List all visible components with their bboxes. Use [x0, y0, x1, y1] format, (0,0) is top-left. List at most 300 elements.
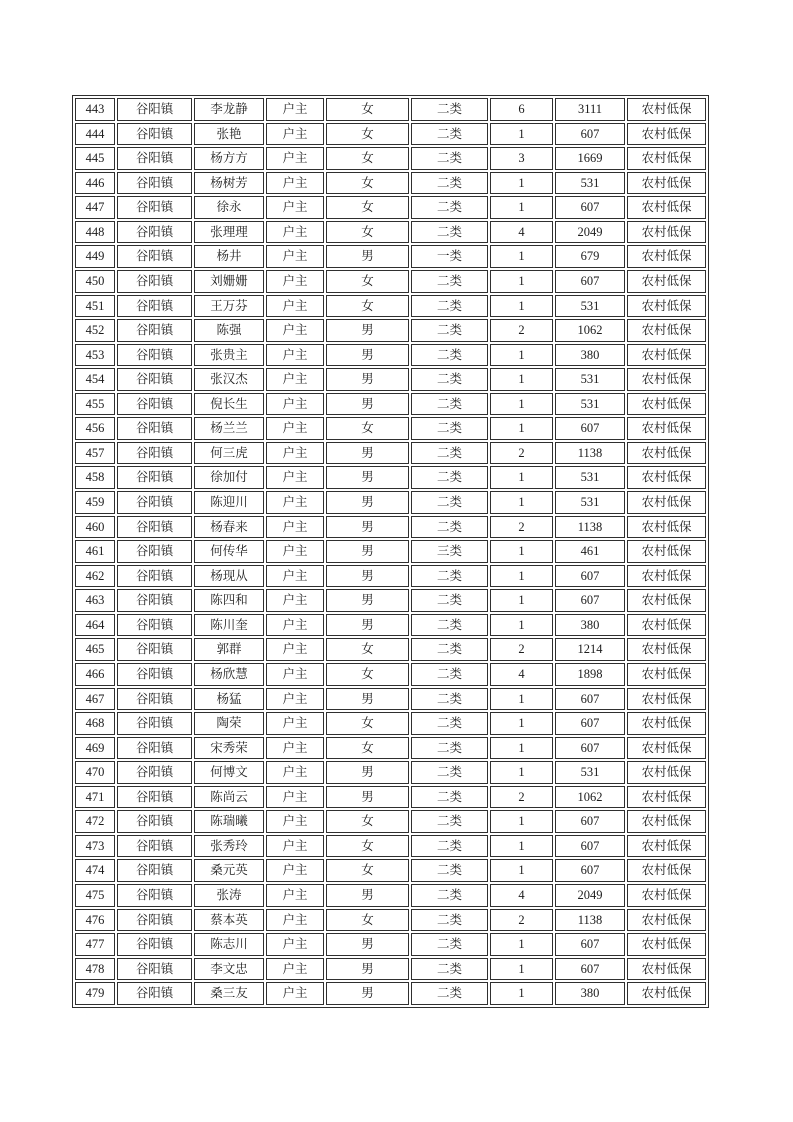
- cell-subsidy-type: 农村低保: [627, 172, 706, 195]
- cell-name: 刘姗姗: [194, 270, 264, 293]
- cell-category: 二类: [411, 565, 488, 588]
- cell-seq: 445: [75, 147, 115, 170]
- cell-relation: 户主: [266, 295, 324, 318]
- cell-town: 谷阳镇: [117, 638, 192, 661]
- cell-seq: 454: [75, 368, 115, 391]
- cell-amount: 607: [555, 835, 625, 858]
- table-row: [75, 123, 706, 146]
- cell-town: 谷阳镇: [117, 466, 192, 489]
- cell-relation: 户主: [266, 196, 324, 219]
- cell-amount: 1669: [555, 147, 625, 170]
- table-row: [75, 958, 706, 981]
- cell-amount: 607: [555, 958, 625, 981]
- cell-amount: 380: [555, 614, 625, 637]
- cell-amount: 531: [555, 295, 625, 318]
- table-row: [75, 712, 706, 735]
- cell-count: 1: [490, 933, 553, 956]
- cell-count: 1: [490, 565, 553, 588]
- table-row: [75, 933, 706, 956]
- cell-amount: 1214: [555, 638, 625, 661]
- table-row: [75, 663, 706, 686]
- cell-category: 二类: [411, 958, 488, 981]
- cell-name: 何传华: [194, 540, 264, 563]
- cell-relation: 户主: [266, 712, 324, 735]
- cell-seq: 444: [75, 123, 115, 146]
- welfare-recipients-table: [72, 95, 709, 1008]
- cell-category: 一类: [411, 245, 488, 268]
- cell-amount: 607: [555, 933, 625, 956]
- cell-subsidy-type: 农村低保: [627, 859, 706, 882]
- cell-town: 谷阳镇: [117, 835, 192, 858]
- cell-seq: 446: [75, 172, 115, 195]
- cell-town: 谷阳镇: [117, 221, 192, 244]
- cell-name: 倪长生: [194, 393, 264, 416]
- cell-amount: 380: [555, 982, 625, 1005]
- table-row: [75, 466, 706, 489]
- table-row: [75, 393, 706, 416]
- table-row: [75, 638, 706, 661]
- cell-category: 二类: [411, 638, 488, 661]
- cell-amount: 607: [555, 688, 625, 711]
- cell-relation: 户主: [266, 442, 324, 465]
- cell-amount: 1062: [555, 786, 625, 809]
- cell-subsidy-type: 农村低保: [627, 909, 706, 932]
- cell-subsidy-type: 农村低保: [627, 614, 706, 637]
- cell-category: 二类: [411, 344, 488, 367]
- cell-name: 杨兰兰: [194, 417, 264, 440]
- cell-count: 1: [490, 614, 553, 637]
- cell-category: 二类: [411, 835, 488, 858]
- cell-name: 陈志川: [194, 933, 264, 956]
- cell-amount: 607: [555, 712, 625, 735]
- cell-count: 1: [490, 172, 553, 195]
- cell-name: 李龙静: [194, 98, 264, 121]
- cell-gender: 女: [326, 638, 409, 661]
- cell-seq: 467: [75, 688, 115, 711]
- cell-name: 杨春来: [194, 516, 264, 539]
- cell-name: 郭群: [194, 638, 264, 661]
- cell-name: 陈强: [194, 319, 264, 342]
- table-row: [75, 245, 706, 268]
- cell-gender: 男: [326, 761, 409, 784]
- cell-amount: 607: [555, 589, 625, 612]
- cell-category: 二类: [411, 589, 488, 612]
- cell-category: 二类: [411, 172, 488, 195]
- table-row: [75, 368, 706, 391]
- cell-seq: 462: [75, 565, 115, 588]
- cell-name: 桑三友: [194, 982, 264, 1005]
- cell-relation: 户主: [266, 638, 324, 661]
- cell-category: 二类: [411, 982, 488, 1005]
- table-row: [75, 417, 706, 440]
- cell-name: 张涛: [194, 884, 264, 907]
- cell-gender: 男: [326, 982, 409, 1005]
- cell-category: 二类: [411, 147, 488, 170]
- table-row: [75, 344, 706, 367]
- cell-count: 1: [490, 859, 553, 882]
- cell-subsidy-type: 农村低保: [627, 761, 706, 784]
- cell-name: 陈川奎: [194, 614, 264, 637]
- cell-category: 二类: [411, 737, 488, 760]
- cell-count: 1: [490, 737, 553, 760]
- cell-seq: 463: [75, 589, 115, 612]
- table-row: [75, 786, 706, 809]
- cell-seq: 450: [75, 270, 115, 293]
- cell-amount: 2049: [555, 884, 625, 907]
- cell-subsidy-type: 农村低保: [627, 319, 706, 342]
- cell-amount: 607: [555, 417, 625, 440]
- cell-relation: 户主: [266, 147, 324, 170]
- cell-relation: 户主: [266, 884, 324, 907]
- cell-amount: 1138: [555, 516, 625, 539]
- cell-subsidy-type: 农村低保: [627, 712, 706, 735]
- cell-seq: 453: [75, 344, 115, 367]
- cell-gender: 男: [326, 491, 409, 514]
- cell-gender: 女: [326, 123, 409, 146]
- cell-name: 张汉杰: [194, 368, 264, 391]
- cell-category: 二类: [411, 688, 488, 711]
- cell-gender: 男: [326, 786, 409, 809]
- cell-seq: 464: [75, 614, 115, 637]
- cell-name: 杨现从: [194, 565, 264, 588]
- cell-category: 二类: [411, 417, 488, 440]
- cell-relation: 户主: [266, 491, 324, 514]
- cell-category: 二类: [411, 98, 488, 121]
- cell-seq: 474: [75, 859, 115, 882]
- cell-relation: 户主: [266, 172, 324, 195]
- cell-seq: 461: [75, 540, 115, 563]
- cell-category: 二类: [411, 859, 488, 882]
- table-row: [75, 442, 706, 465]
- table-row: [75, 491, 706, 514]
- cell-town: 谷阳镇: [117, 516, 192, 539]
- cell-gender: 男: [326, 884, 409, 907]
- cell-town: 谷阳镇: [117, 859, 192, 882]
- cell-gender: 女: [326, 196, 409, 219]
- table-row: [75, 761, 706, 784]
- cell-count: 1: [490, 958, 553, 981]
- cell-subsidy-type: 农村低保: [627, 540, 706, 563]
- cell-count: 1: [490, 344, 553, 367]
- cell-count: 1: [490, 688, 553, 711]
- table-row: [75, 196, 706, 219]
- cell-name: 王万芬: [194, 295, 264, 318]
- cell-category: 二类: [411, 761, 488, 784]
- cell-subsidy-type: 农村低保: [627, 270, 706, 293]
- cell-town: 谷阳镇: [117, 663, 192, 686]
- cell-town: 谷阳镇: [117, 614, 192, 637]
- cell-subsidy-type: 农村低保: [627, 589, 706, 612]
- table-row: [75, 884, 706, 907]
- cell-gender: 女: [326, 98, 409, 121]
- cell-seq: 457: [75, 442, 115, 465]
- cell-name: 徐加付: [194, 466, 264, 489]
- cell-town: 谷阳镇: [117, 295, 192, 318]
- cell-name: 张贵主: [194, 344, 264, 367]
- cell-count: 1: [490, 368, 553, 391]
- cell-subsidy-type: 农村低保: [627, 958, 706, 981]
- cell-count: 1: [490, 810, 553, 833]
- table-row: [75, 909, 706, 932]
- cell-amount: 531: [555, 172, 625, 195]
- table-row: [75, 295, 706, 318]
- cell-relation: 户主: [266, 688, 324, 711]
- cell-amount: 531: [555, 466, 625, 489]
- cell-gender: 女: [326, 270, 409, 293]
- cell-category: 二类: [411, 909, 488, 932]
- cell-gender: 男: [326, 245, 409, 268]
- cell-count: 1: [490, 589, 553, 612]
- cell-town: 谷阳镇: [117, 319, 192, 342]
- cell-relation: 户主: [266, 270, 324, 293]
- cell-seq: 447: [75, 196, 115, 219]
- cell-seq: 465: [75, 638, 115, 661]
- cell-subsidy-type: 农村低保: [627, 344, 706, 367]
- cell-name: 陈四和: [194, 589, 264, 612]
- cell-amount: 607: [555, 196, 625, 219]
- cell-subsidy-type: 农村低保: [627, 516, 706, 539]
- cell-amount: 607: [555, 810, 625, 833]
- cell-seq: 477: [75, 933, 115, 956]
- cell-subsidy-type: 农村低保: [627, 123, 706, 146]
- cell-relation: 户主: [266, 982, 324, 1005]
- cell-name: 宋秀荣: [194, 737, 264, 760]
- table-row: [75, 859, 706, 882]
- cell-subsidy-type: 农村低保: [627, 393, 706, 416]
- cell-count: 1: [490, 835, 553, 858]
- cell-town: 谷阳镇: [117, 270, 192, 293]
- cell-seq: 469: [75, 737, 115, 760]
- cell-subsidy-type: 农村低保: [627, 663, 706, 686]
- cell-name: 陈迎川: [194, 491, 264, 514]
- cell-count: 1: [490, 982, 553, 1005]
- cell-seq: 468: [75, 712, 115, 735]
- cell-gender: 女: [326, 859, 409, 882]
- cell-subsidy-type: 农村低保: [627, 466, 706, 489]
- table-row: [75, 221, 706, 244]
- cell-count: 2: [490, 638, 553, 661]
- cell-seq: 471: [75, 786, 115, 809]
- cell-seq: 470: [75, 761, 115, 784]
- cell-subsidy-type: 农村低保: [627, 417, 706, 440]
- cell-name: 何博文: [194, 761, 264, 784]
- cell-gender: 女: [326, 835, 409, 858]
- cell-amount: 607: [555, 565, 625, 588]
- cell-category: 二类: [411, 368, 488, 391]
- cell-gender: 男: [326, 589, 409, 612]
- cell-count: 4: [490, 884, 553, 907]
- cell-relation: 户主: [266, 810, 324, 833]
- cell-subsidy-type: 农村低保: [627, 565, 706, 588]
- cell-gender: 男: [326, 466, 409, 489]
- cell-category: 二类: [411, 123, 488, 146]
- table-row: [75, 737, 706, 760]
- cell-gender: 女: [326, 712, 409, 735]
- cell-count: 1: [490, 123, 553, 146]
- cell-subsidy-type: 农村低保: [627, 737, 706, 760]
- cell-subsidy-type: 农村低保: [627, 245, 706, 268]
- cell-subsidy-type: 农村低保: [627, 98, 706, 121]
- cell-relation: 户主: [266, 614, 324, 637]
- table-row: [75, 98, 706, 121]
- cell-relation: 户主: [266, 393, 324, 416]
- cell-seq: 460: [75, 516, 115, 539]
- cell-category: 二类: [411, 712, 488, 735]
- table-body: [75, 98, 706, 1005]
- cell-subsidy-type: 农村低保: [627, 933, 706, 956]
- cell-town: 谷阳镇: [117, 712, 192, 735]
- cell-town: 谷阳镇: [117, 884, 192, 907]
- cell-amount: 531: [555, 368, 625, 391]
- cell-subsidy-type: 农村低保: [627, 835, 706, 858]
- cell-gender: 男: [326, 540, 409, 563]
- table-row: [75, 270, 706, 293]
- cell-seq: 448: [75, 221, 115, 244]
- cell-gender: 女: [326, 810, 409, 833]
- cell-town: 谷阳镇: [117, 491, 192, 514]
- cell-seq: 449: [75, 245, 115, 268]
- cell-count: 2: [490, 909, 553, 932]
- cell-count: 4: [490, 663, 553, 686]
- cell-count: 2: [490, 319, 553, 342]
- cell-amount: 1062: [555, 319, 625, 342]
- cell-category: 二类: [411, 810, 488, 833]
- cell-gender: 男: [326, 688, 409, 711]
- cell-count: 1: [490, 295, 553, 318]
- cell-count: 2: [490, 516, 553, 539]
- cell-gender: 女: [326, 909, 409, 932]
- cell-seq: 459: [75, 491, 115, 514]
- table-row: [75, 982, 706, 1005]
- cell-amount: 380: [555, 344, 625, 367]
- cell-amount: 1138: [555, 909, 625, 932]
- cell-gender: 男: [326, 614, 409, 637]
- cell-gender: 女: [326, 737, 409, 760]
- cell-category: 三类: [411, 540, 488, 563]
- cell-count: 1: [490, 245, 553, 268]
- cell-count: 1: [490, 761, 553, 784]
- cell-name: 杨井: [194, 245, 264, 268]
- cell-name: 陈瑞曦: [194, 810, 264, 833]
- table-row: [75, 565, 706, 588]
- cell-relation: 户主: [266, 466, 324, 489]
- cell-category: 二类: [411, 884, 488, 907]
- cell-seq: 473: [75, 835, 115, 858]
- cell-gender: 男: [326, 958, 409, 981]
- table-row: [75, 688, 706, 711]
- cell-town: 谷阳镇: [117, 196, 192, 219]
- cell-name: 杨方方: [194, 147, 264, 170]
- cell-amount: 1138: [555, 442, 625, 465]
- cell-count: 1: [490, 712, 553, 735]
- cell-category: 二类: [411, 614, 488, 637]
- cell-town: 谷阳镇: [117, 761, 192, 784]
- cell-count: 1: [490, 491, 553, 514]
- cell-town: 谷阳镇: [117, 98, 192, 121]
- cell-town: 谷阳镇: [117, 147, 192, 170]
- cell-gender: 女: [326, 172, 409, 195]
- cell-category: 二类: [411, 295, 488, 318]
- cell-amount: 461: [555, 540, 625, 563]
- cell-subsidy-type: 农村低保: [627, 638, 706, 661]
- cell-town: 谷阳镇: [117, 958, 192, 981]
- table-row: [75, 835, 706, 858]
- cell-amount: 607: [555, 737, 625, 760]
- cell-seq: 451: [75, 295, 115, 318]
- cell-amount: 3111: [555, 98, 625, 121]
- cell-relation: 户主: [266, 516, 324, 539]
- cell-town: 谷阳镇: [117, 172, 192, 195]
- table-row: [75, 172, 706, 195]
- cell-relation: 户主: [266, 663, 324, 686]
- cell-subsidy-type: 农村低保: [627, 810, 706, 833]
- cell-count: 1: [490, 393, 553, 416]
- cell-town: 谷阳镇: [117, 540, 192, 563]
- cell-count: 1: [490, 466, 553, 489]
- cell-relation: 户主: [266, 835, 324, 858]
- cell-name: 张理理: [194, 221, 264, 244]
- cell-relation: 户主: [266, 859, 324, 882]
- cell-gender: 男: [326, 344, 409, 367]
- cell-amount: 607: [555, 270, 625, 293]
- cell-gender: 女: [326, 417, 409, 440]
- cell-category: 二类: [411, 196, 488, 219]
- cell-name: 杨猛: [194, 688, 264, 711]
- cell-gender: 女: [326, 663, 409, 686]
- cell-relation: 户主: [266, 958, 324, 981]
- cell-name: 桑元英: [194, 859, 264, 882]
- cell-gender: 男: [326, 319, 409, 342]
- cell-amount: 531: [555, 491, 625, 514]
- cell-relation: 户主: [266, 221, 324, 244]
- cell-town: 谷阳镇: [117, 565, 192, 588]
- cell-amount: 1898: [555, 663, 625, 686]
- cell-town: 谷阳镇: [117, 344, 192, 367]
- cell-town: 谷阳镇: [117, 442, 192, 465]
- cell-relation: 户主: [266, 540, 324, 563]
- cell-amount: 607: [555, 859, 625, 882]
- cell-town: 谷阳镇: [117, 909, 192, 932]
- cell-town: 谷阳镇: [117, 245, 192, 268]
- cell-gender: 男: [326, 933, 409, 956]
- cell-town: 谷阳镇: [117, 810, 192, 833]
- table-row: [75, 614, 706, 637]
- cell-subsidy-type: 农村低保: [627, 884, 706, 907]
- cell-count: 1: [490, 196, 553, 219]
- cell-name: 张艳: [194, 123, 264, 146]
- cell-seq: 479: [75, 982, 115, 1005]
- cell-category: 二类: [411, 663, 488, 686]
- cell-subsidy-type: 农村低保: [627, 786, 706, 809]
- cell-name: 张秀玲: [194, 835, 264, 858]
- cell-relation: 户主: [266, 565, 324, 588]
- cell-seq: 458: [75, 466, 115, 489]
- cell-name: 陈尚云: [194, 786, 264, 809]
- cell-gender: 男: [326, 442, 409, 465]
- cell-category: 二类: [411, 516, 488, 539]
- cell-subsidy-type: 农村低保: [627, 147, 706, 170]
- cell-seq: 472: [75, 810, 115, 833]
- cell-count: 1: [490, 540, 553, 563]
- cell-town: 谷阳镇: [117, 786, 192, 809]
- cell-subsidy-type: 农村低保: [627, 196, 706, 219]
- cell-name: 李文忠: [194, 958, 264, 981]
- cell-seq: 452: [75, 319, 115, 342]
- cell-subsidy-type: 农村低保: [627, 442, 706, 465]
- cell-relation: 户主: [266, 319, 324, 342]
- cell-count: 2: [490, 786, 553, 809]
- cell-count: 4: [490, 221, 553, 244]
